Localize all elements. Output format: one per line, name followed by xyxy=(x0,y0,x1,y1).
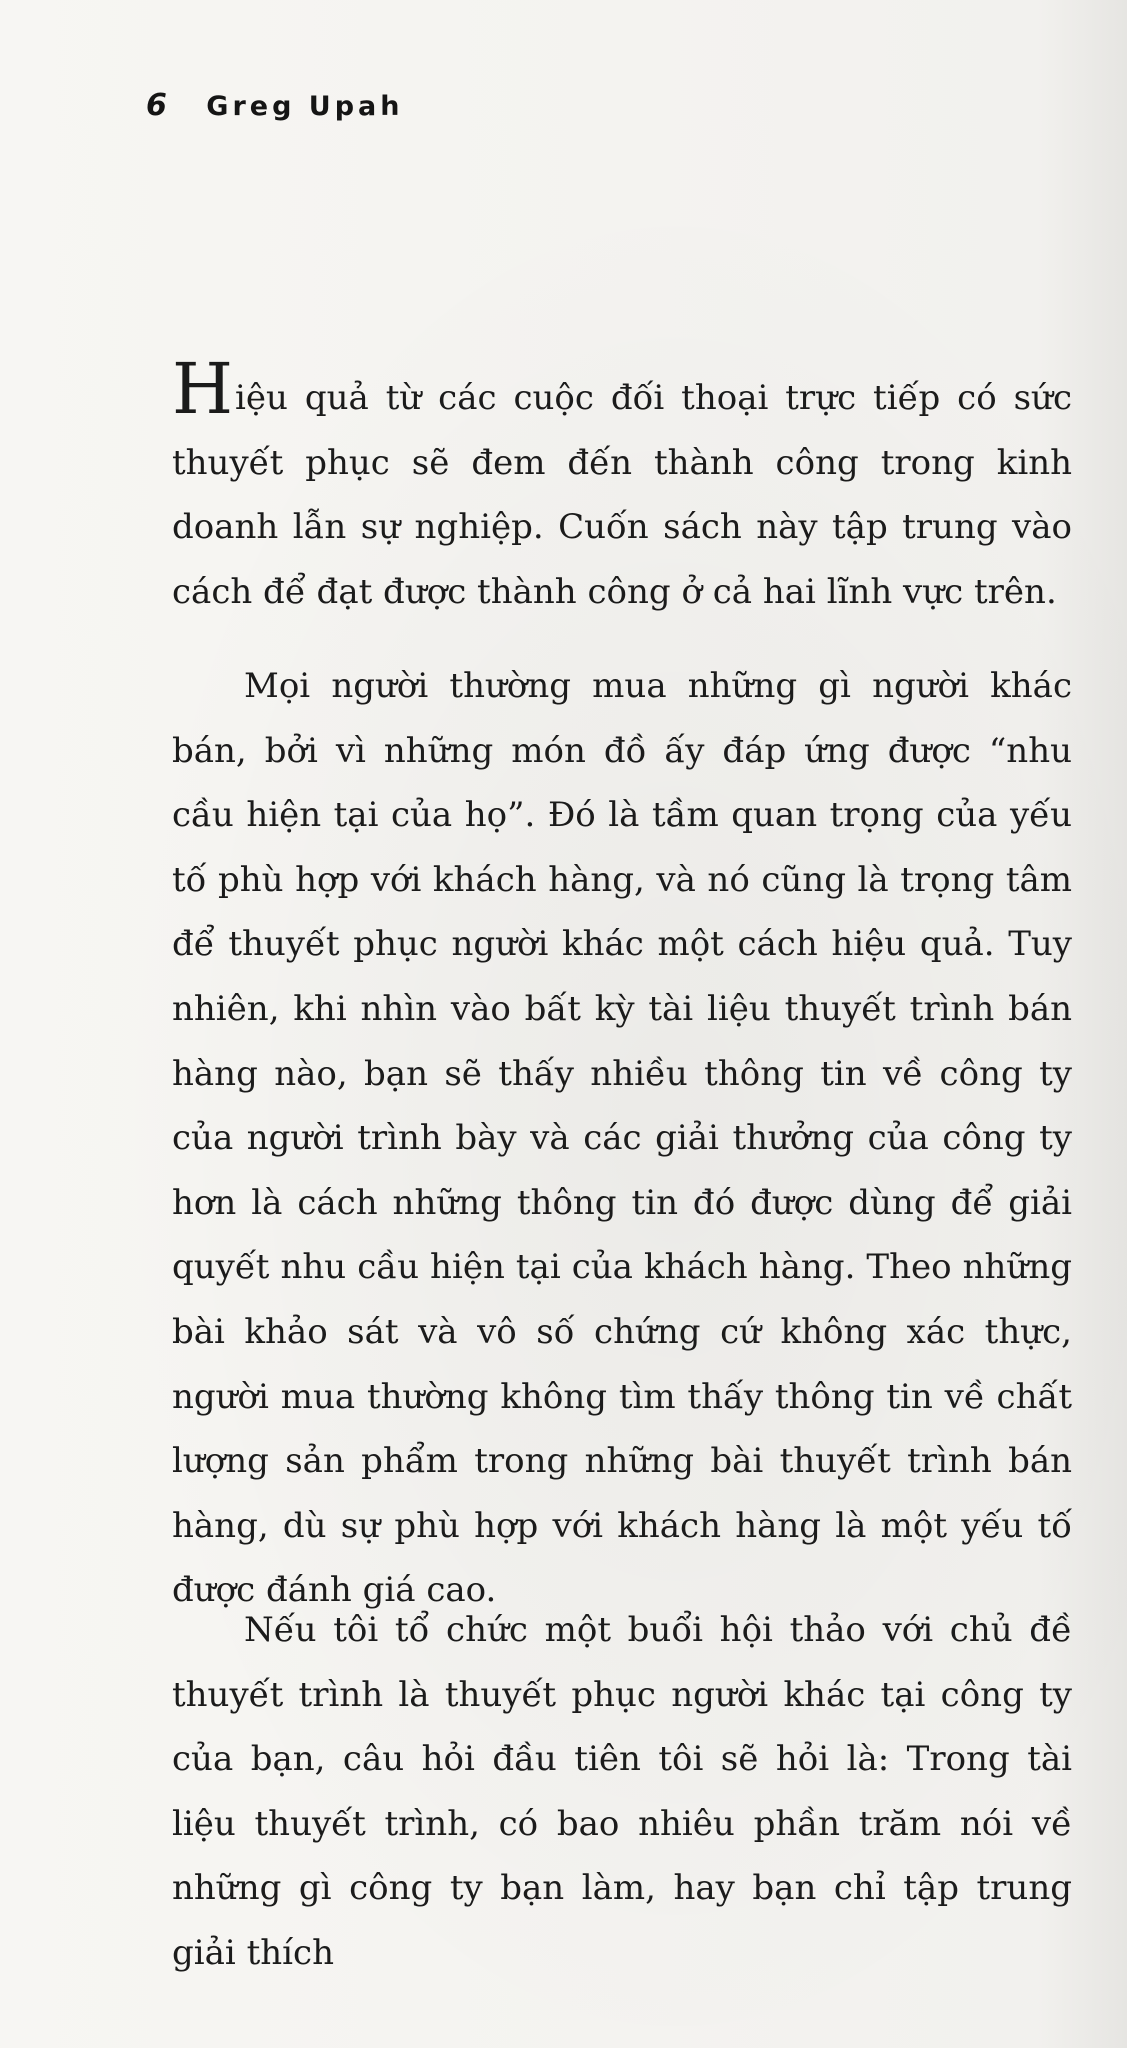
page-number: 6 xyxy=(146,88,171,123)
paragraph-1-text: iệu quả từ các cuộc đối thoại trực tiếp có sức thuyết phục sẽ đem đến thành công trong kinh doanh lẫn sự nghiệp. Cuốn sách này tập trung vào cách để đạt được thành công ở cả hai lĩnh vực trên. xyxy=(172,378,1072,612)
paragraph-3: Nếu tôi tổ chức một buổi hội thảo với chủ đề thuyết trình là thuyết phục người khác tại công ty của bạn, câu hỏi đầu tiên tôi sẽ hỏi là: Trong tài liệu thuyết trình, có bao nhiêu phần trăm nói về những gì công ty bạn làm, hay bạn chỉ tập trung giải thích xyxy=(172,1610,1072,1973)
paragraph-1 xyxy=(172,348,1072,624)
running-header xyxy=(146,88,404,123)
paragraph-2: Mọi người thường mua những gì người khác bán, bởi vì những món đồ ấy đáp ứng được “nhu cầu hiện tại của họ”. Đó là tầm quan trọng của yếu tố phù hợp với khách hàng, và nó cũng là trọng tâm để thuyết phục người khác một cách hiệu quả. Tuy nhiên, khi nhìn vào bất kỳ tài liệu thuyết trình bán hàng nào, bạn sẽ thấy nhiều thông tin về công ty của người trình bày và các giải thưởng của công ty hơn là cách những thông tin đó được dùng để giải quyết nhu cầu hiện tại của khách hàng. Theo những bài khảo sát và vô số chứng cứ không xác thực, người mua thường không tìm thấy thông tin về chất lượng sản phẩm trong những bài thuyết trình bán hàng, dù sự phù hợp với khách hàng là một yếu tố được đánh giá cao. xyxy=(172,666,1072,1611)
author-name: Greg Upah xyxy=(206,91,404,122)
drop-cap: H xyxy=(172,348,234,430)
